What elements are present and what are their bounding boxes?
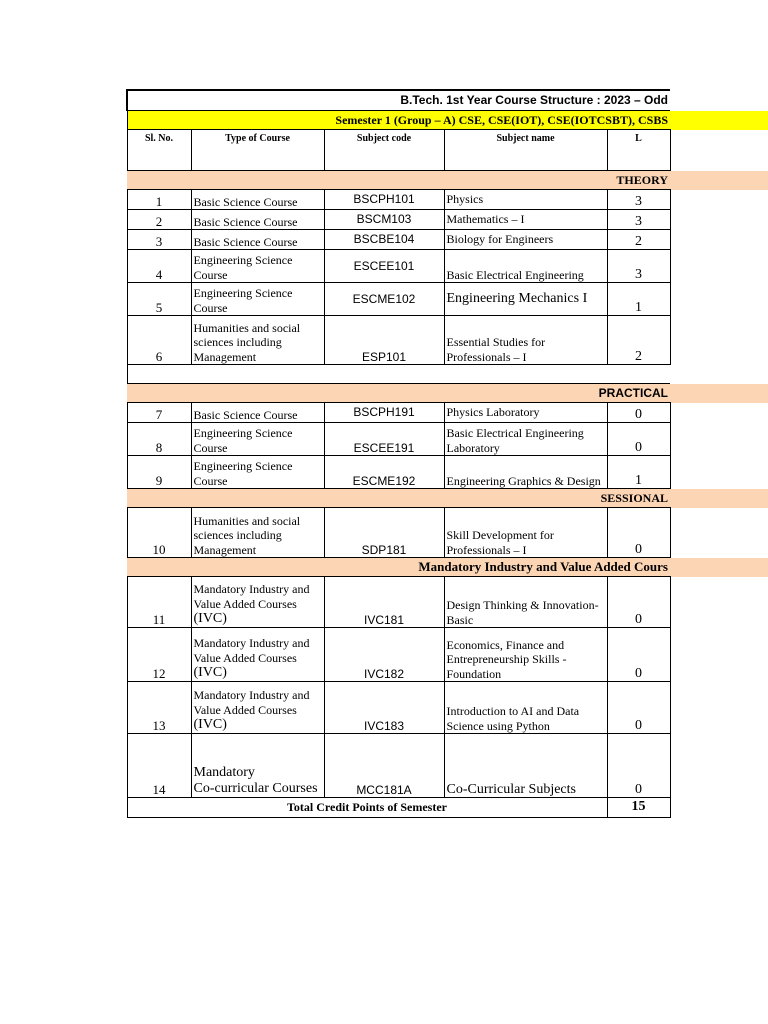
- header-sl: Sl. No.: [127, 130, 191, 171]
- sheet-title: B.Tech. 1st Year Course Structure : 2023 – Odd: [127, 90, 670, 111]
- subject-name: Mathematics – I: [444, 210, 607, 230]
- header-l: L: [607, 130, 670, 171]
- sl-number: 14: [127, 734, 191, 798]
- course-row: [127, 230, 768, 250]
- total-row: [127, 798, 768, 818]
- header-name: Subject name: [444, 130, 607, 171]
- sl-number: 10: [127, 508, 191, 558]
- course-type-line1: Mandatory Industry and Value Added Courses: [193, 636, 310, 665]
- course-type: Humanities and social sciences including Management: [191, 316, 324, 365]
- course-type: Engineering Science Course: [191, 423, 324, 456]
- subject-name: Engineering Graphics & Design: [444, 456, 607, 489]
- subject-name: Biology for Engineers: [444, 230, 607, 250]
- subject-name: Basic Electrical Engineering Laboratory: [444, 423, 607, 456]
- subject-name: Basic Electrical Engineering: [444, 250, 607, 283]
- course-row: [127, 628, 768, 682]
- course-type: Basic Science Course: [191, 403, 324, 423]
- course-row: [127, 734, 768, 798]
- header-type: Type of Course: [191, 130, 324, 171]
- theory-rows: [127, 190, 768, 365]
- course-type: Humanities and social sciences including Management: [191, 508, 324, 558]
- subject-name: Physics Laboratory: [444, 403, 607, 423]
- subject-code: MCC181A: [324, 734, 444, 798]
- course-type-line2: Co-curricular Courses: [193, 781, 318, 796]
- sl-number: 7: [127, 403, 191, 423]
- course-type: Basic Science Course: [191, 190, 324, 210]
- lecture-credits: 3: [607, 190, 670, 210]
- course-type: Engineering Science Course: [191, 283, 324, 316]
- section-ivc: Mandatory Industry and Value Added Cours: [127, 558, 670, 577]
- section-practical: PRACTICAL: [127, 384, 670, 403]
- subject-name: Physics: [444, 190, 607, 210]
- ivc-rows: [127, 577, 768, 798]
- course-type-line2: (IVC): [193, 665, 227, 680]
- sl-number: 8: [127, 423, 191, 456]
- lecture-credits: 3: [607, 210, 670, 230]
- course-row: [127, 283, 768, 316]
- theory-band: [127, 171, 768, 190]
- lecture-credits: 1: [607, 283, 670, 316]
- sl-number: 2: [127, 210, 191, 230]
- subject-code: BSCPH101: [324, 190, 444, 210]
- lecture-credits: 0: [607, 628, 670, 682]
- subject-name: Skill Development for Professionals – I: [444, 508, 607, 558]
- subject-code: ESCEE191: [324, 423, 444, 456]
- lecture-credits: 0: [607, 682, 670, 734]
- course-type: Basic Science Course: [191, 210, 324, 230]
- course-type: [191, 628, 324, 682]
- course-structure-sheet: [126, 89, 768, 818]
- course-type: Basic Science Course: [191, 230, 324, 250]
- sl-number: 12: [127, 628, 191, 682]
- course-type-line1: Mandatory Industry and Value Added Courses: [193, 688, 310, 717]
- lecture-credits: 2: [607, 230, 670, 250]
- section-theory: THEORY: [127, 171, 670, 190]
- sl-number: 5: [127, 283, 191, 316]
- lecture-credits: 0: [607, 423, 670, 456]
- lecture-credits: 3: [607, 250, 670, 283]
- subject-name: Introduction to AI and Data Science using Python: [444, 682, 607, 734]
- course-type: [191, 734, 324, 798]
- semester-heading: Semester 1 (Group – A) CSE, CSE(IOT), CSE(IOTCSBT), CSBS: [127, 111, 670, 130]
- subject-code: ESCEE101: [324, 250, 444, 283]
- sl-number: 4: [127, 250, 191, 283]
- practical-rows: [127, 403, 768, 489]
- course-type-line2: (IVC): [193, 717, 227, 732]
- sl-number: 3: [127, 230, 191, 250]
- subject-name: Design Thinking & Innovation- Basic: [444, 577, 607, 628]
- subject-code: IVC183: [324, 682, 444, 734]
- subject-code: ESP101: [324, 316, 444, 365]
- subject-code: IVC181: [324, 577, 444, 628]
- lecture-credits: 0: [607, 508, 670, 558]
- subject-code: BSCBE104: [324, 230, 444, 250]
- subject-code: ESCME102: [324, 283, 444, 316]
- sl-number: 9: [127, 456, 191, 489]
- header-code: Subject code: [324, 130, 444, 171]
- subject-code: ESCME192: [324, 456, 444, 489]
- course-row: [127, 403, 768, 423]
- course-type: Engineering Science Course: [191, 250, 324, 283]
- subject-name: Engineering Mechanics I: [444, 283, 607, 316]
- course-row: [127, 682, 768, 734]
- subject-name: Essential Studies for Professionals – I: [444, 316, 607, 365]
- subject-code: IVC182: [324, 628, 444, 682]
- course-type: [191, 577, 324, 628]
- subject-code: BSCPH191: [324, 403, 444, 423]
- sl-number: 11: [127, 577, 191, 628]
- title-row: [127, 90, 768, 111]
- header-row: [127, 130, 768, 171]
- course-row: [127, 190, 768, 210]
- ivc-band: [127, 558, 768, 577]
- course-type: Engineering Science Course: [191, 456, 324, 489]
- course-type: [191, 682, 324, 734]
- lecture-credits: 0: [607, 577, 670, 628]
- semester-row: [127, 111, 768, 130]
- sl-number: 1: [127, 190, 191, 210]
- sl-number: 6: [127, 316, 191, 365]
- total-value: 15: [607, 798, 670, 818]
- course-table: [126, 89, 768, 818]
- subject-name: Co-Curricular Subjects: [444, 734, 607, 798]
- total-label: Total Credit Points of Semester: [127, 798, 607, 818]
- lecture-credits: 0: [607, 734, 670, 798]
- section-sessional: SESSIONAL: [127, 489, 670, 508]
- sessional-rows: [127, 508, 768, 558]
- lecture-credits: 0: [607, 403, 670, 423]
- course-row: [127, 210, 768, 230]
- spacer-row: [127, 365, 768, 384]
- course-row: [127, 456, 768, 489]
- course-type-line1: Mandatory: [193, 765, 255, 780]
- lecture-credits: 2: [607, 316, 670, 365]
- course-type-line1: Mandatory Industry and Value Added Courses: [193, 582, 310, 611]
- subject-code: SDP181: [324, 508, 444, 558]
- practical-band: [127, 384, 768, 403]
- sl-number: 13: [127, 682, 191, 734]
- course-row: [127, 508, 768, 558]
- subject-name: Economics, Finance and Entrepreneurship Skills - Foundation: [444, 628, 607, 682]
- course-type-line2: (IVC): [193, 611, 227, 626]
- course-row: [127, 316, 768, 365]
- subject-code: BSCM103: [324, 210, 444, 230]
- lecture-credits: 1: [607, 456, 670, 489]
- course-row: [127, 423, 768, 456]
- sessional-band: [127, 489, 768, 508]
- course-row: [127, 250, 768, 283]
- course-row: [127, 577, 768, 628]
